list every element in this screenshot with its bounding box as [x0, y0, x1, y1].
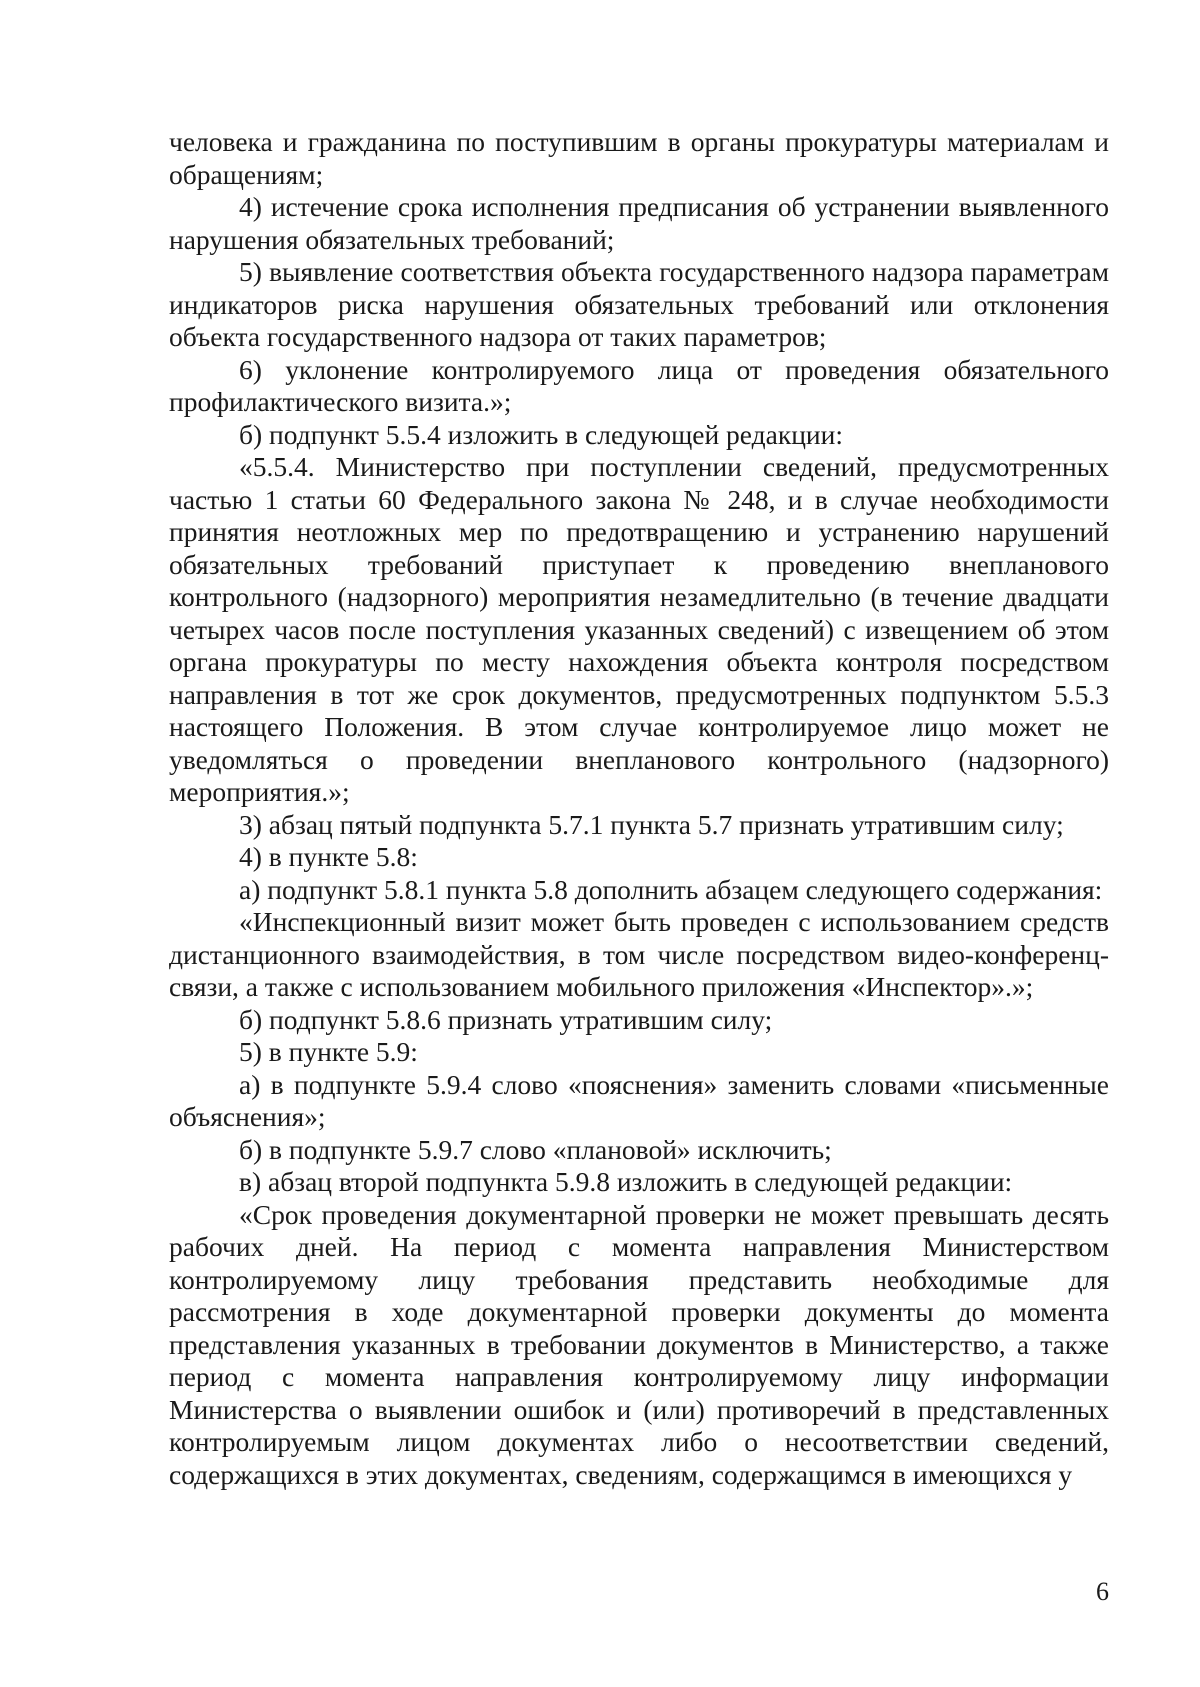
document-body — [169, 126, 1109, 1491]
paragraph-item-5-5-9: 5) в пункте 5.9: — [239, 1036, 418, 1067]
page-number: 6 — [1096, 1577, 1109, 1606]
paragraph-continuation: человека и гражданина по поступившим в органы прокуратуры материалам и обращениям; — [169, 126, 1109, 190]
paragraph-subitem-a-5-8-1: а) подпункт 5.8.1 пункта 5.8 дополнить абзацем следующего содержания: — [239, 873, 1103, 905]
paragraph-item-5: 5) выявление соответствия объекта государственного надзора параметрам индикаторов риска нарушения обязательных требований или отклонения объекта государственного надзора от таких параметров; — [169, 256, 1109, 352]
paragraph-item-6: 6) уклонение контролируемого лица от проведения обязательного профилактического визита.»; — [169, 353, 1109, 417]
paragraph-item-3: 3) абзац пятый подпункта 5.7.1 пункта 5.7 признать утратившим силу; — [239, 808, 1064, 840]
paragraph-subitem-a-5-9-4: а) в подпункте 5.9.4 слово «пояснения» заменить словами «письменные объяснения»; — [169, 1068, 1109, 1132]
paragraph-subitem-b-5-8-6: б) подпункт 5.8.6 признать утратившим силу; — [239, 1003, 773, 1035]
paragraph-quote-document-check: «Срок проведения документарной проверки не может превышать десять рабочих дней. На период с момента направления Министерством контролируемому лицу требования представить необходимые для рассмотрения в ходе документарной проверки документы до момента представления указанных в требовании документов в Министерство, а также период с момента направления контролируемому лицу информации Министерства о выявлении ошибок и (или) противоречий в представленных контролируемым лицом документах либо о несоответствии сведений, содержащихся в этих документах, сведениям, содержащимся в имеющихся у — [169, 1198, 1109, 1490]
paragraph-quote-inspection-visit: «Инспекционный визит может быть проведен с использованием средств дистанционного взаимодействия, в том числе посредством видео-конференц-связи, а также с использованием мобильного приложения «Инспектор».»; — [169, 906, 1109, 1002]
paragraph-item-4-5-8: 4) в пункте 5.8: — [239, 841, 418, 872]
paragraph-subitem-v-5-9-8: в) абзац второй подпункта 5.9.8 изложить в следующей редакции: — [239, 1166, 1013, 1197]
paragraph-subitem-b-5-9-7: б) в подпункте 5.9.7 слово «плановой» исключить; — [239, 1133, 832, 1165]
paragraph-subitem-b-5-5-4: б) подпункт 5.5.4 изложить в следующей редакции: — [239, 418, 843, 450]
paragraph-item-4: 4) истечение срока исполнения предписания об устранении выявленного нарушения обязательных требований; — [169, 191, 1109, 255]
paragraph-quote-5-5-4: «5.5.4. Министерство при поступлении сведений, предусмотренных частью 1 статьи 60 Федерального закона № 248, и в случае необходимости принятия неотложных мер по предотвращению и устранению нарушений обязательных требований приступает к проведению внепланового контрольного (надзорного) мероприятия незамедлительно (в течение двадцати четырех часов после поступления указанных сведений) с извещением об этом органа прокуратуры по месту нахождения объекта контроля посредством направления в тот же срок документов, предусмотренных подпунктом 5.5.3 настоящего Положения. В этом случае контролируемое лицо может не уведомляться о проведении внепланового контрольного (надзорного) мероприятия.»; — [169, 451, 1109, 807]
